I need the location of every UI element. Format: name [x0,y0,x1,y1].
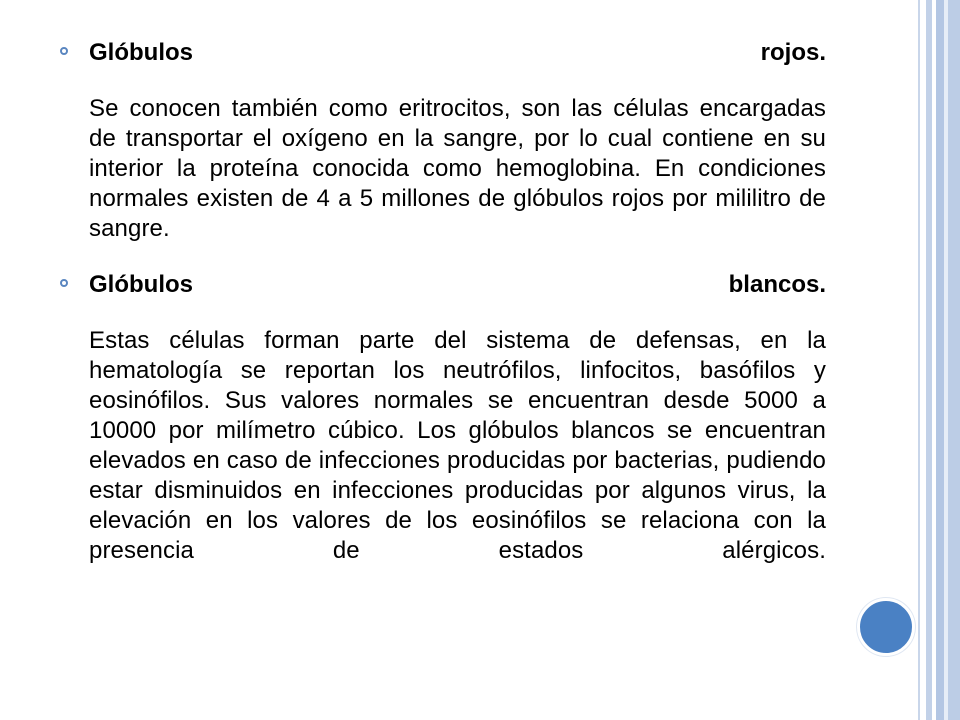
bullet-ring-icon [60,279,68,287]
bullet-heading [89,38,826,67]
heading-word: Glóbulos [89,39,193,66]
bullet-paragraph: Se conocen también como eritrocitos, son las células encargadas de transportar el oxígeno en la sangre, por lo cual contiene en su interior la proteína conocida como hemoglobina. En condiciones normales existen de 4 a 5 millones de glóbulos rojos por mililitro de sangre. [89,95,826,242]
heading-word: blancos. [728,271,826,298]
accent-circle [857,598,915,656]
bullet-paragraph: Estas células forman parte del sistema de defensas, en la hematología se reportan los neutrófilos, linfocitos, basófilos y eosinófilos. Sus valores normales se encuentran desde 5000 a 10000 por milímetro cúbico. Los glóbulos blancos se encuentran elevados en caso de infecciones producidas por bacterias, pudiendo estar disminuidos en infecciones producidas por algunos virus, la elevación en los valores de los eosinófilos se relaciona con la presencia de estados alérgicos. [89,327,826,564]
border-stripe [926,0,932,720]
border-stripe [936,0,944,720]
bullet-ring-icon [60,47,68,55]
bullet-heading [89,270,826,299]
bullet-item-red-cells [60,38,826,244]
heading-word: rojos. [760,39,826,66]
slide-content [60,38,826,592]
border-stripe [948,0,960,720]
bullet-item-white-cells [60,270,826,566]
border-stripe [918,0,920,720]
heading-word: Glóbulos [89,271,193,298]
